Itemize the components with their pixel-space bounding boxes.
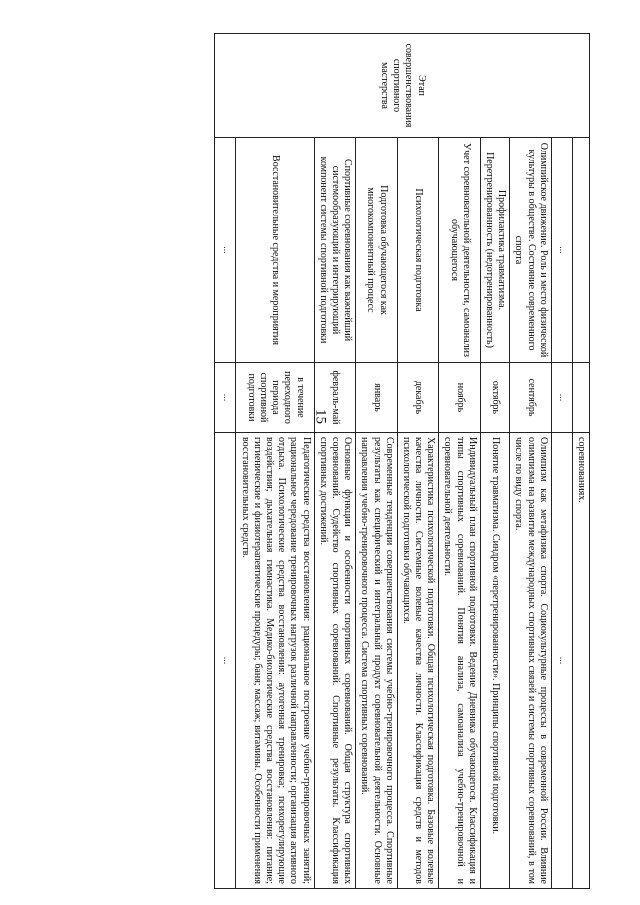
month-cell: ноябрь — [439, 363, 481, 433]
table-row — [510, 34, 552, 889]
month-cell: февраль-май — [314, 363, 356, 433]
table-row — [236, 34, 314, 889]
table-row — [215, 34, 236, 889]
stage-label: Этап совершенствования спортивного мастерства — [379, 43, 427, 128]
month-cell: декабрь — [397, 363, 439, 433]
content-cell: Понятие травматизма. Синдром «перетренированности». Принципы спортивной подготовки. — [480, 433, 509, 889]
content-cell: Характеристика психологической подготовки. Общая психологическая подготовка. Базовые волевые качества личности. Системные волевые качества личности. Классификация средств и методов психологической подготовки обучающихся. — [397, 433, 439, 889]
ellipsis-cell: ... — [551, 433, 572, 889]
ellipsis-cell: ... — [215, 363, 236, 433]
content-cell: соревнованиях. — [572, 433, 589, 889]
empty-cell — [572, 138, 589, 363]
table-row — [480, 34, 509, 889]
topic-cell: Подготовка обучающегося как многокомпонентный процесс — [356, 138, 398, 363]
topic-cell: Психологическая подготовка — [397, 138, 439, 363]
table-row — [439, 34, 481, 889]
empty-cell — [572, 363, 589, 433]
topic-cell: Восстановительные средства и мероприятия — [236, 138, 314, 363]
content-cell: Современные тенденции совершенствования системы учебно-тренировочного процесса. Спортивные результаты как специфический и интегральный продукт соревновательной деятельности. Основные направления учебно-тренировочного процесса. Система спортивных соревнований. — [356, 433, 398, 889]
table-row — [314, 34, 356, 889]
month-cell: сентябрь — [510, 363, 552, 433]
table-row — [551, 34, 572, 889]
topic-cell: Учет соревновательной деятельности, самоанализ обучающегося — [439, 138, 481, 363]
content-cell: Педагогические средства восстановления: рациональное построение учебно-тренировочных занятий; рациональное чередование тренировочных нагрузок различной направленности; организация активного отдыха. Психологические средства восстановления: аутогенная тренировка; психорегулирующие воздействия; дыхательная гимнастика. Медико-биологические средства восстановления: питание; гигиенические и физиотерапевтические процедуры; баня; массаж; витамины. Особенности применения восстановительных средств. — [236, 433, 314, 889]
table-row — [356, 34, 398, 889]
content-cell: Основные функции и особенности спортивных соревнований. Общая структура спортивных соревнований. Судейство спортивных соревнований. Спортивные результаты. Классификация спортивных достижений. — [314, 433, 356, 889]
content-cell: Олимпизм как метафизика спорта. Социокультурные процессы в современной России. Влияние олимпизма на развитие международных спортивных связей и системы спортивных соревнований, в том числе по виду спорта. — [510, 433, 552, 889]
ellipsis-cell: ... — [551, 138, 572, 363]
page-number: 15 — [312, 409, 329, 424]
table-row — [572, 34, 589, 889]
month-cell: январь — [356, 363, 398, 433]
ellipsis-cell: ... — [215, 433, 236, 889]
month-cell: в течение переходного периода спортивной подготовки — [236, 363, 314, 433]
ellipsis-cell: ... — [215, 138, 236, 363]
table-row — [397, 34, 439, 889]
topic-cell: Профилактика травматизма. Перетренированность (недотренированность) — [480, 138, 509, 363]
topic-cell: Олимпийское движение. Роль и место физической культуры в обществе. Состояние современного спорта — [510, 138, 552, 363]
training-plan-table — [215, 33, 591, 889]
stage-cell — [215, 34, 590, 138]
ellipsis-cell: ... — [551, 363, 572, 433]
content-cell: Индивидуальный план спортивной подготовки. Ведение Дневника обучающегося. Классификация и типы спортивных соревнований. Понятия анализа, самоанализа учебно-тренировочной и соревновательной деятельности. — [439, 433, 481, 889]
month-cell: октябрь — [480, 363, 509, 433]
topic-cell: Спортивные соревнования как важнейший системообразующий и интегрирующий компонент системы спортивной подготовки — [314, 138, 356, 363]
